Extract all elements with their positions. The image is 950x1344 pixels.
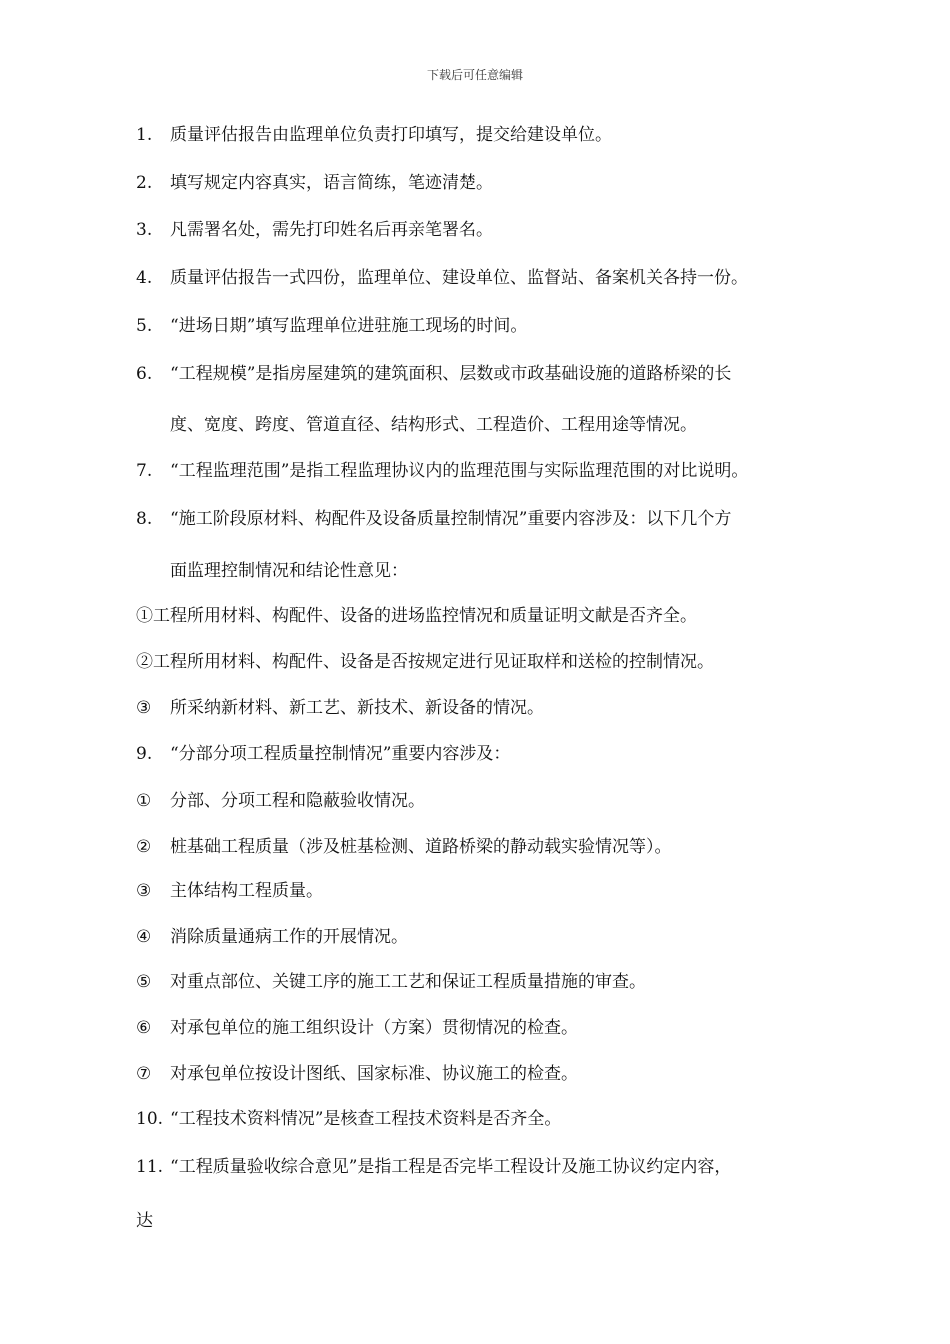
item-number: 4. [136,268,153,288]
item-text: 填写规定内容真实，语言简练，笔迹清楚。 [170,173,493,193]
sub-item-text: 对承包单位的施工组织设计（方案）贯彻情况的检查。 [170,1018,578,1038]
item-text: “分部分项工程质量控制情况”重要内容涉及： [170,744,511,764]
sub-item-text: ①工程所用材料、构配件、设备的进场监控情况和质量证明文献是否齐全。 [136,606,697,626]
item-text: 质量评估报告由监理单位负责打印填写，提交给建设单位。 [170,125,612,145]
item-number: 11. [136,1157,164,1177]
sub-item-mark: ⑥ [136,1018,152,1038]
item-number: 9. [136,744,153,764]
sub-item-mark: ③ [136,698,152,718]
page-header: 下载后可任意编辑 [426,68,523,82]
sub-item-mark: ② [136,837,152,857]
item-number: 6. [136,364,153,384]
sub-item-text: 主体结构工程质量。 [170,881,323,901]
item-text-continuation: 度、宽度、跨度、管道直径、结构形式、工程造价、工程用途等情况。 [170,415,697,435]
sub-item-text: ②工程所用材料、构配件、设备是否按规定进行见证取样和送检的控制情况。 [136,652,714,672]
item-text: 凡需署名处，需先打印姓名后再亲笔署名。 [170,220,493,240]
sub-item-text: 对重点部位、关键工序的施工工艺和保证工程质量措施的审查。 [170,972,646,992]
item-text: 质量评估报告一式四份，监理单位、建设单位、监督站、备案机关各持一份。 [170,268,748,288]
sub-item-mark: ④ [136,927,152,947]
item-text-continuation: 面监理控制情况和结论性意见： [170,561,408,581]
sub-item-mark: ③ [136,881,152,901]
item-text: “工程监理范围”是指工程监理协议内的监理范围与实际监理范围的对比说明。 [170,461,749,481]
item-text: “工程规模”是指房屋建筑的建筑面积、层数或市政基础设施的道路桥梁的长 [170,364,732,384]
item-text: “施工阶段原材料、构配件及设备质量控制情况”重要内容涉及：以下几个方 [170,509,732,529]
item-text: “工程技术资料情况”是核查工程技术资料是否齐全。 [170,1109,562,1129]
sub-item-text: 所采纳新材料、新工艺、新技术、新设备的情况。 [170,698,544,718]
item-number: 5. [136,316,153,336]
item-number: 3. [136,220,153,240]
item-number: 7. [136,461,153,481]
item-text: “工程质量验收综合意见”是指工程是否完毕工程设计及施工协议约定内容， [170,1157,732,1177]
item-text-continuation: 达 [136,1211,153,1231]
sub-item-mark: ⑤ [136,972,152,992]
item-number: 8. [136,509,153,529]
sub-item-mark: ① [136,791,152,811]
sub-item-text: 桩基础工程质量（涉及桩基检测、道路桥梁的静动载实验情况等）。 [170,837,672,857]
sub-item-text: 分部、分项工程和隐蔽验收情况。 [170,791,425,811]
item-number: 2. [136,173,153,193]
item-number: 1. [136,125,153,145]
sub-item-mark: ⑦ [136,1064,152,1084]
sub-item-text: 消除质量通病工作的开展情况。 [170,927,408,947]
item-text: “进场日期”填写监理单位进驻施工现场的时间。 [170,316,528,336]
sub-item-text: 对承包单位按设计图纸、国家标准、协议施工的检查。 [170,1064,578,1084]
item-number: 10. [136,1109,164,1129]
